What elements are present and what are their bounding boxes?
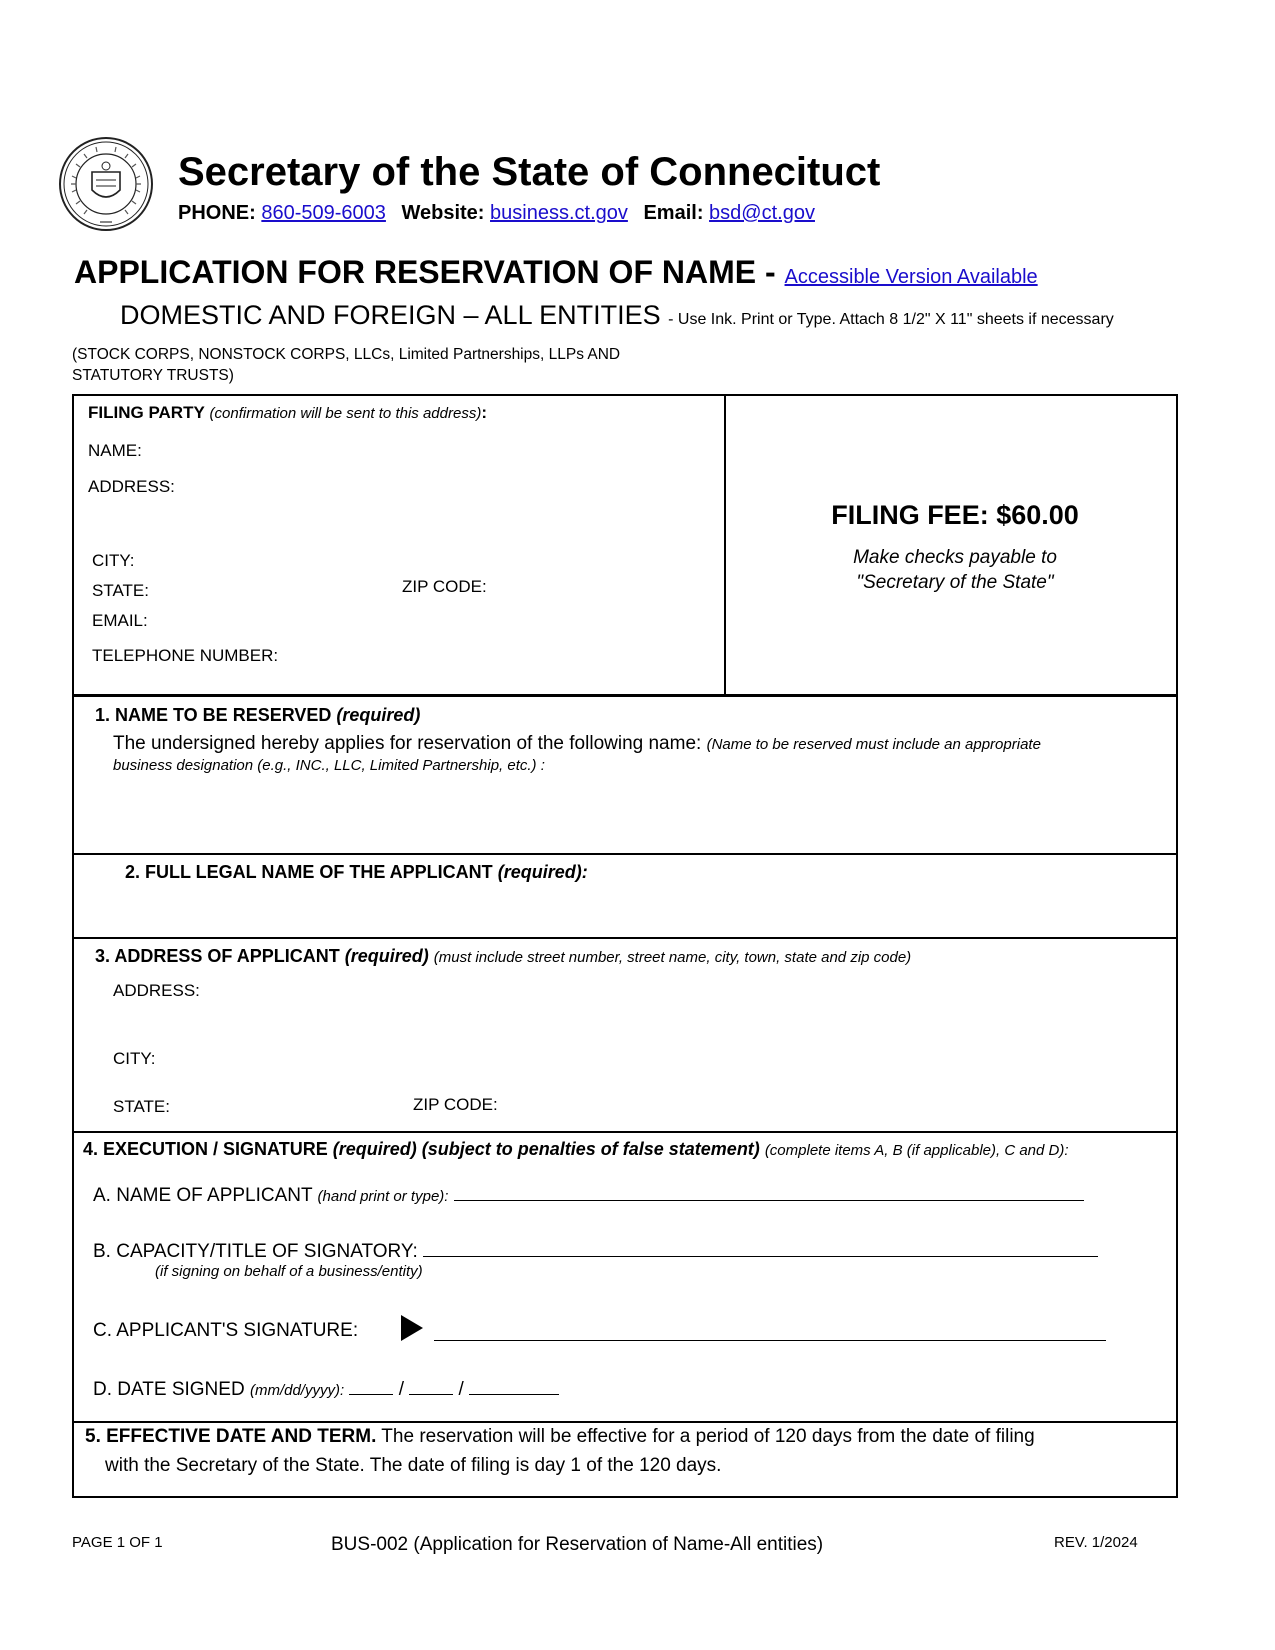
filing-fee-payable (730, 545, 1180, 595)
applicant-name-line[interactable] (454, 1182, 1084, 1201)
filing-name-field[interactable]: NAME: (88, 441, 142, 460)
reserved-name-field[interactable] (90, 782, 1160, 848)
section1-heading (95, 705, 420, 726)
phone-link[interactable]: 860-509-6003 (261, 202, 386, 224)
section2-required: (required): (497, 862, 588, 882)
section4-title: 4. EXECUTION / SIGNATURE (83, 1139, 328, 1159)
filing-telephone-field[interactable]: TELEPHONE NUMBER: (92, 646, 279, 665)
form-id: BUS-002 (Application for Reservation of Name-All entities) (331, 1534, 824, 1555)
fee-payable-line1: Make checks payable to (853, 547, 1057, 568)
applicant-legal-name-field[interactable] (90, 890, 1160, 932)
section5-line1 (85, 1426, 1035, 1448)
filing-zip-field[interactable]: ZIP CODE: (402, 577, 487, 596)
email-link[interactable]: bsd@ct.gov (709, 202, 815, 224)
item-b-row (93, 1238, 1098, 1263)
signature-line[interactable] (434, 1322, 1106, 1341)
fee-payable-line2: "Secretary of the State" (856, 572, 1054, 593)
date-month-line[interactable] (349, 1376, 393, 1395)
section4-heading (83, 1139, 1069, 1160)
date-year-line[interactable] (469, 1376, 559, 1395)
item-c-row (93, 1320, 358, 1342)
capacity-title-line[interactable] (423, 1238, 1098, 1257)
section1-required: (required) (336, 705, 421, 725)
section4-note: (complete items A, B (if applicable), C and D): (764, 1142, 1069, 1159)
section1-sentence: The undersigned hereby applies for reservation of the following name: (113, 733, 702, 754)
entity-types (72, 344, 692, 386)
item-a-row (93, 1182, 1084, 1207)
form-title-text: APPLICATION FOR RESERVATION OF NAME - (74, 254, 776, 290)
subtitle-text: DOMESTIC AND FOREIGN – ALL ENTITIES (120, 300, 661, 330)
state-seal-logo (58, 136, 154, 232)
row-divider-1 (72, 694, 1178, 697)
filing-party-title: FILING PARTY (88, 403, 205, 422)
row-divider-3 (72, 937, 1178, 939)
section1-text (113, 733, 1041, 755)
filing-fee-block (730, 500, 1180, 595)
row-divider-5 (72, 1421, 1178, 1423)
agency-name: Secretary of the State of Connecituct (178, 150, 881, 194)
form-title (74, 254, 1038, 291)
form-subtitle (120, 300, 1114, 331)
subtitle-note: - Use Ink. Print or Type. Attach 8 1/2" X 11" sheets if necessary (668, 311, 1114, 328)
filing-party-colon: : (481, 403, 487, 422)
filing-address-field[interactable]: ADDRESS: (88, 477, 175, 496)
applicant-state-field[interactable]: STATE: (113, 1097, 170, 1116)
row-divider-2 (72, 853, 1178, 855)
section2-heading (125, 862, 588, 883)
item-a-label: A. NAME OF APPLICANT (93, 1185, 313, 1206)
item-a-note: (hand print or type): (317, 1188, 449, 1205)
date-separator-1: / (398, 1379, 404, 1400)
item-d-label: D. DATE SIGNED (93, 1379, 245, 1400)
filing-email-field[interactable]: EMAIL: (92, 611, 148, 630)
filing-fee-amount: FILING FEE: $60.00 (831, 500, 1079, 530)
filing-divider (724, 394, 726, 696)
date-separator-2: / (458, 1379, 464, 1400)
page-number: PAGE 1 OF 1 (72, 1534, 163, 1551)
section1-note1: (Name to be reserved must include an appropriate (706, 736, 1041, 753)
item-b-note: (if signing on behalf of a business/entity) (155, 1263, 423, 1280)
applicant-city-field[interactable]: CITY: (113, 1049, 156, 1068)
section5-text1: The reservation will be effective for a period of 120 days from the date of filing (381, 1426, 1035, 1447)
filing-party-note: (confirmation will be sent to this address) (209, 405, 482, 422)
filing-state-field[interactable]: STATE: (92, 581, 149, 600)
filing-city-field[interactable]: CITY: (92, 551, 135, 570)
filing-party-heading (88, 403, 487, 423)
applicant-address-field[interactable]: ADDRESS: (113, 981, 200, 1000)
section5-title: 5. EFFECTIVE DATE AND TERM. (85, 1426, 377, 1447)
item-b-label: B. CAPACITY/TITLE OF SIGNATORY: (93, 1241, 418, 1262)
accessible-version-link[interactable]: Accessible Version Available (784, 266, 1038, 288)
section4-required: (required) (subject to penalties of false statement) (332, 1139, 760, 1159)
email-label: Email: (643, 202, 704, 224)
section3-required: (required) (344, 946, 429, 966)
section3-title: 3. ADDRESS OF APPLICANT (95, 946, 340, 966)
contact-line (178, 202, 815, 225)
revision: REV. 1/2024 (1054, 1534, 1138, 1551)
entity-types-line1: (STOCK CORPS, NONSTOCK CORPS, LLCs, Limited Partnerships, LLPs AND (72, 346, 621, 363)
website-link[interactable]: business.ct.gov (490, 202, 628, 224)
section3-note: (must include street number, street name, city, town, state and zip code) (433, 949, 912, 966)
entity-types-line2: STATUTORY TRUSTS) (72, 367, 234, 384)
row-divider-4 (72, 1131, 1178, 1133)
section1-title: 1. NAME TO BE RESERVED (95, 705, 332, 725)
section3-heading (95, 946, 911, 967)
item-c-label: C. APPLICANT'S SIGNATURE: (93, 1320, 359, 1341)
section5-text2: with the Secretary of the State. The date of filing is day 1 of the 120 days. (105, 1455, 722, 1476)
applicant-zip-field[interactable]: ZIP CODE: (413, 1095, 498, 1114)
phone-label: PHONE: (178, 202, 256, 224)
website-label: Website: (401, 202, 485, 224)
section2-title: 2. FULL LEGAL NAME OF THE APPLICANT (125, 862, 493, 882)
signature-arrow-icon (399, 1313, 425, 1348)
item-d-note: (mm/dd/yyyy): (249, 1382, 345, 1399)
date-day-line[interactable] (409, 1376, 453, 1395)
section1-note2: business designation (e.g., INC., LLC, Limited Partnership, etc.) : (113, 757, 545, 774)
item-d-row (93, 1376, 559, 1401)
